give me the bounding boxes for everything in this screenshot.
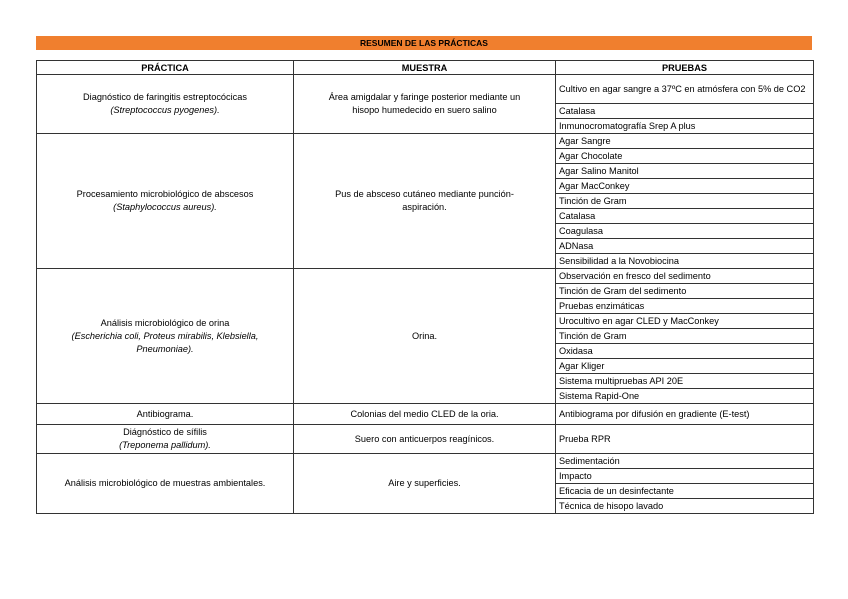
prueba-cell: Inmunocromatografía Srep A plus <box>556 119 814 134</box>
practica-organism: (Treponema pallidum). <box>119 440 211 450</box>
practica-cell <box>37 134 294 269</box>
table-row <box>37 404 814 425</box>
table-title-banner: RESUMEN DE LAS PRÁCTICAS <box>36 36 812 50</box>
muestra-text: Aire y superficies. <box>388 478 461 488</box>
practica-cell <box>37 454 294 514</box>
prueba-cell: Agar Kliger <box>556 359 814 374</box>
practica-name: Antibiograma. <box>136 408 194 419</box>
prueba-cell: Oxidasa <box>556 344 814 359</box>
muestra-text: aspiración. <box>402 202 447 212</box>
table-row <box>37 425 814 454</box>
table-row <box>37 134 814 149</box>
header-muestra: MUESTRA <box>294 61 556 75</box>
practica-name: Diagnóstico de faringitis estreptocócicas <box>83 92 247 102</box>
prueba-cell: Urocultivo en agar CLED y MacConkey <box>556 314 814 329</box>
prueba-cell: Tinción de Gram del sedimento <box>556 284 814 299</box>
prueba-cell: Cultivo en agar sangre a 37ºC en atmósfera con 5% de CO2 <box>556 75 814 104</box>
prueba-cell: Agar MacConkey <box>556 179 814 194</box>
practica-name: Procesamiento microbiológico de abscesos <box>76 189 254 199</box>
muestra-text: Suero con anticuerpos reagínicos. <box>354 433 495 444</box>
prueba-cell: Técnica de hisopo lavado <box>556 499 814 514</box>
practica-organism: Pneumoniae). <box>136 343 194 354</box>
practica-name: Diágnóstico de sífilis <box>123 427 207 437</box>
prueba-cell: Agar Salino Manitol <box>556 164 814 179</box>
table-row <box>37 454 814 469</box>
prueba-cell: Sistema multipruebas API 20E <box>556 374 814 389</box>
prueba-cell: Catalasa <box>556 104 814 119</box>
prueba-cell: Catalasa <box>556 209 814 224</box>
prueba-cell: Tinción de Gram <box>556 194 814 209</box>
practica-cell <box>37 425 294 454</box>
prueba-cell: Impacto <box>556 469 814 484</box>
table-row <box>37 75 814 104</box>
muestra-text: Orina. <box>411 330 438 341</box>
prueba-cell: Sedimentación <box>556 454 814 469</box>
prueba-cell: Prueba RPR <box>556 425 814 454</box>
muestra-text: Área amigdalar y faringe posterior mediante un <box>328 92 521 102</box>
muestra-cell <box>294 425 556 454</box>
header-pruebas: PRUEBAS <box>556 61 814 75</box>
muestra-cell <box>294 454 556 514</box>
prueba-cell: Observación en fresco del sedimento <box>556 269 814 284</box>
muestra-cell <box>294 404 556 425</box>
muestra-text: Colonias del medio CLED de la oria. <box>350 408 499 419</box>
practica-cell <box>37 269 294 404</box>
prueba-cell: Tinción de Gram <box>556 329 814 344</box>
muestra-cell <box>294 269 556 404</box>
prueba-cell: Sensibilidad a la Novobiocina <box>556 254 814 269</box>
prueba-cell: Agar Sangre <box>556 134 814 149</box>
practices-summary-table <box>36 60 814 514</box>
muestra-cell <box>294 75 556 134</box>
prueba-cell: Coagulasa <box>556 224 814 239</box>
muestra-text: Pus de absceso cutáneo mediante punción- <box>335 189 514 199</box>
practica-name: Análisis microbiológico de muestras ambientales. <box>64 478 266 488</box>
table-row <box>37 269 814 284</box>
table-header-row <box>37 61 814 75</box>
practica-cell <box>37 404 294 425</box>
prueba-cell: Eficacia de un desinfectante <box>556 484 814 499</box>
practica-cell <box>37 75 294 134</box>
practica-organism: (Streptococcus pyogenes). <box>110 105 220 115</box>
prueba-cell: Agar Chocolate <box>556 149 814 164</box>
practica-organism: (Staphylococcus aureus). <box>113 202 217 212</box>
prueba-cell: Antibiograma por difusión en gradiente (E-test) <box>556 404 814 425</box>
prueba-cell: ADNasa <box>556 239 814 254</box>
practica-name: Análisis microbiológico de orina <box>100 317 230 328</box>
practica-organism: (Escherichia coli, Proteus mirabilis, Klebsiella, <box>71 330 259 341</box>
muestra-text: hisopo humedecido en suero salino <box>352 105 497 115</box>
prueba-cell: Pruebas enzimáticas <box>556 299 814 314</box>
prueba-cell: Sistema Rapid-One <box>556 389 814 404</box>
muestra-cell <box>294 134 556 269</box>
header-practica: PRÁCTICA <box>37 61 294 75</box>
